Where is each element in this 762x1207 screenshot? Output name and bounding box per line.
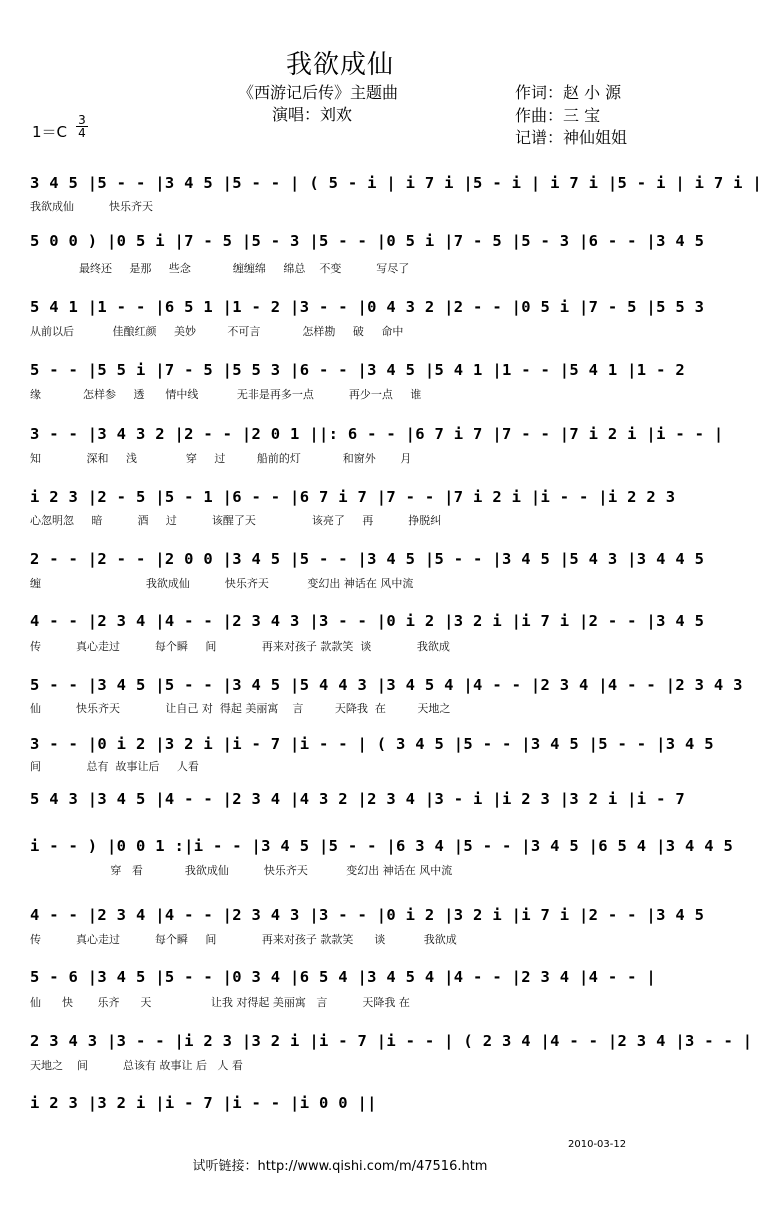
notation-row: 5 0 0 ) |0 5 i |7 - 5 |5 - 3 |5 - - |0 5 i |7 - 5 |5 - 3 |6 - - |3 4 5 [30, 232, 705, 250]
composer: 作曲：三 宝 [515, 106, 601, 125]
notation-row: 5 - - |5 5 i |7 - 5 |5 5 3 |6 - - |3 4 5 |5 4 1 |1 - - |5 4 1 |1 - 2 [30, 361, 685, 379]
notation-row: 2 - - |2 - - |2 0 0 |3 4 5 |5 - - |3 4 5 |5 - - |3 4 5 |5 4 3 |3 4 4 5 [30, 550, 705, 568]
lyric-row: 心忽明忽 暗 酒 过 该醒了天 该亮了 再 挣脱纠 [30, 514, 442, 527]
notation-row: 4 - - |2 3 4 |4 - - |2 3 4 3 |3 - - |0 i 2 |3 2 i |i 7 i |2 - - |3 4 5 [30, 906, 705, 924]
time-signature-bottom: 4 [78, 126, 86, 140]
notation-row: 3 4 5 |5 - - |3 4 5 |5 - - | ( 5 - i | i 7 i |5 - i | i 7 i |5 - i | i 7 i | [30, 174, 762, 192]
subtitle: 《西游记后传》主题曲 [238, 83, 399, 102]
notation-row: i - - ) |0 0 1 :|i - - |3 4 5 |5 - - |6 3 4 |5 - - |3 4 5 |6 5 4 |3 4 4 5 [30, 837, 734, 855]
notation-row: 5 - 6 |3 4 5 |5 - - |0 3 4 |6 5 4 |3 4 5 4 |4 - - |2 3 4 |4 - - | [30, 968, 657, 986]
notation-row: i 2 3 |2 - 5 |5 - 1 |6 - - |6 7 i 7 |7 - - |7 i 2 i |i - - |i 2 2 3 [30, 488, 676, 506]
lyric-row: 从前以后 佳酿红颜 美妙 不可言 怎样勘 破 命中 [30, 325, 404, 338]
lyric-row: 天地之 间 总该有 故事让 后 人 看 [30, 1059, 243, 1072]
singer: 演唱：刘欢 [272, 105, 353, 124]
lyric-row: 仙 快 乐齐 天 让我 对得起 美丽寓 言 天降我 在 [30, 996, 410, 1009]
lyric-row: 传 真心走过 每个瞬 间 再来对孩子 款款笑 谈 我欲成 [30, 933, 457, 946]
lyric-row: 间 总有 故事让后 人看 [30, 760, 199, 773]
transcriber: 记谱：神仙姐姐 [515, 128, 628, 147]
notation-row: 5 4 1 |1 - - |6 5 1 |1 - 2 |3 - - |0 4 3 2 |2 - - |0 5 i |7 - 5 |5 5 3 [30, 298, 705, 316]
lyric-row: 最终还 是那 些念 缠缠绵 绵总 不变 写尽了 [30, 262, 410, 275]
listen-link[interactable]: 试听链接：http://www.qishi.com/m/47516.htm [192, 1159, 488, 1174]
lyric-row: 穿 看 我欲成仙 快乐齐天 变幻出 神话在 风中流 [30, 864, 453, 877]
notation-row: 5 - - |3 4 5 |5 - - |3 4 5 |5 4 4 3 |3 4 5 4 |4 - - |2 3 4 |4 - - |2 3 4 3 [30, 676, 743, 694]
notation-row: i 2 3 |3 2 i |i - 7 |i - - |i 0 0 || [30, 1094, 377, 1112]
notation-row: 5 4 3 |3 4 5 |4 - - |2 3 4 |4 3 2 |2 3 4 |3 - i |i 2 3 |3 2 i |i - 7 [30, 790, 685, 808]
lyric-row: 缠 我欲成仙 快乐齐天 变幻出 神话在 风中流 [30, 577, 414, 590]
lyric-row: 知 深和 浅 穿 过 船前的灯 和窗外 月 [30, 452, 412, 465]
lyric-row: 缘 怎样参 透 情中线 无非是再多一点 再少一点 谁 [30, 388, 422, 401]
notation-row: 4 - - |2 3 4 |4 - - |2 3 4 3 |3 - - |0 i 2 |3 2 i |i 7 i |2 - - |3 4 5 [30, 612, 705, 630]
lyric-row: 传 真心走过 每个瞬 间 再来对孩子 款款笑 谈 我欲成 [30, 640, 450, 653]
notation-row: 3 - - |0 i 2 |3 2 i |i - 7 |i - - | ( 3 4 5 |5 - - |3 4 5 |5 - - |3 4 5 [30, 735, 714, 753]
lyricist: 作词：赵 小 源 [515, 83, 622, 102]
notation-row: 2 3 4 3 |3 - - |i 2 3 |3 2 i |i - 7 |i - - | ( 2 3 4 |4 - - |2 3 4 |3 - - | [30, 1032, 753, 1050]
date-stamp: 2010-03-12 [568, 1139, 627, 1150]
time-signature-top: 3 [76, 114, 88, 127]
time-signature [76, 114, 88, 139]
lyric-row: 我欲成仙 快乐齐天 [30, 200, 153, 213]
lyric-row: 仙 快乐齐天 让自己 对 得起 美丽寓 言 天降我 在 天地之 [30, 702, 451, 715]
key-signature: 1＝C [32, 123, 68, 141]
page-title: 我欲成仙 [285, 50, 394, 80]
notation-row: 3 - - |3 4 3 2 |2 - - |2 0 1 ||: 6 - - |6 7 i 7 |7 - - |7 i 2 i |i - - | [30, 425, 724, 443]
